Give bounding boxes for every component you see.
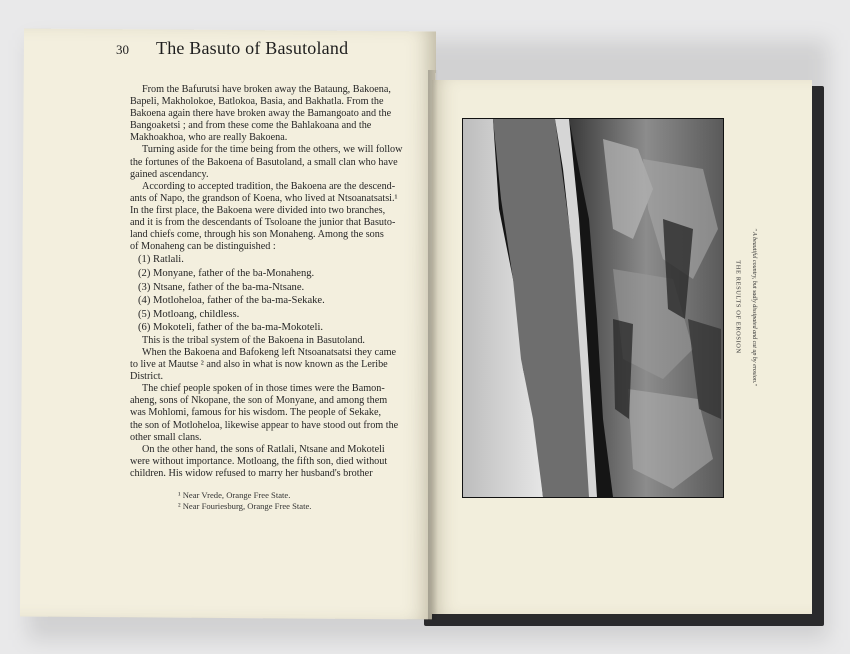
- plate-caption: [730, 118, 766, 496]
- text-line: On the other hand, the sons of Ratlali, Ntsane and Mokoteli: [142, 443, 385, 455]
- text-line: Makhoakhoa, who are really Bakoena.: [130, 132, 288, 144]
- body-text: [130, 84, 412, 480]
- erosion-photograph: [462, 118, 724, 498]
- page-title: The Basuto of Basutoland: [156, 38, 349, 58]
- text-line: to live at Mautse ² and also in what is now known as the Leribe: [130, 359, 388, 371]
- text-line: gained ascendancy.: [130, 168, 209, 180]
- text-line: This is the tribal system of the Bakoena in Basutoland.: [142, 334, 365, 346]
- text-line: aheng, sons of Nkopane, the son of Monyane, and among them: [130, 395, 388, 407]
- text-line: In the first place, the Bakoena were divided into two branches,: [130, 204, 386, 216]
- footnote-2: ² Near Fouriesburg, Orange Free State.: [178, 501, 312, 511]
- page-number: 30: [116, 42, 129, 57]
- text-line: District.: [130, 371, 164, 383]
- text-line: ants of Napo, the grandson of Koena, who lived at Ntsoanatsatsi.¹: [130, 192, 398, 204]
- list-item: (3) Ntsane, father of the ba-ma-Ntsane.: [138, 281, 305, 293]
- text-line: was Mohlomi, famous for his wisdom. The people of Sekake,: [130, 407, 382, 419]
- text-line: The chief people spoken of in those times were the Bamon-: [142, 383, 385, 395]
- text-line: According to accepted tradition, the Bakoena are the descend-: [142, 180, 396, 192]
- text-line: of Monaheng can be distinguished :: [130, 241, 276, 253]
- footnote-1: ¹ Near Vrede, Orange Free State.: [178, 490, 291, 500]
- footnotes: [178, 490, 311, 512]
- text-line: land chiefs come, through his son Monaheng. Among the sons: [130, 229, 384, 241]
- text-line: Bakoena again there have broken away the Bamangoato and the: [130, 108, 392, 120]
- plate-caption-title: THE RESULTS OF EROSION: [734, 260, 742, 354]
- erosion-photo-image: [463, 119, 723, 497]
- text-line: were without importance. Motloang, the fifth son, died without: [130, 455, 388, 467]
- list-item: (4) Motloheloa, father of the ba-ma-Sekake.: [138, 295, 325, 307]
- book-gutter: [428, 70, 438, 620]
- plate-caption-subtitle: " A beautiful country, but sadly dissipated and cut up by erosion.": [751, 228, 757, 386]
- text-line: and it is from the descendants of Tsoloane the junior that Basuto-: [130, 217, 396, 229]
- list-item: (2) Monyane, father of the ba-Monaheng.: [138, 267, 315, 279]
- text-line: children. His widow refused to marry her husband's brother: [130, 467, 373, 479]
- list-item: (1) Ratlali.: [138, 254, 184, 266]
- text-line: other small clans.: [130, 431, 202, 443]
- text-line: Turning aside for the time being from the others, we will follow: [142, 144, 403, 156]
- text-line: From the Bafurutsi have broken away the Bataung, Bakoena,: [142, 84, 391, 95]
- text-line: Bapeli, Makholokoe, Batlokoa, Basia, and Bakhatla. From the: [130, 96, 384, 108]
- text-line: the son of Motloheloa, likewise appear to have stood out from the: [130, 419, 399, 431]
- text-line: When the Bakoena and Bafokeng left Ntsoanatsatsi they came: [142, 346, 397, 358]
- list-item: (5) Motloang, childless.: [138, 308, 240, 320]
- list-item: (6) Mokoteli, father of the ba-ma-Mokoteli.: [138, 322, 324, 334]
- text-line: the fortunes of the Bakoena of Basutoland, a small clan who have: [130, 156, 398, 168]
- text-line: Bangoaketsi ; and from these come the Bahlakoana and the: [130, 120, 372, 132]
- page-header: [116, 38, 428, 59]
